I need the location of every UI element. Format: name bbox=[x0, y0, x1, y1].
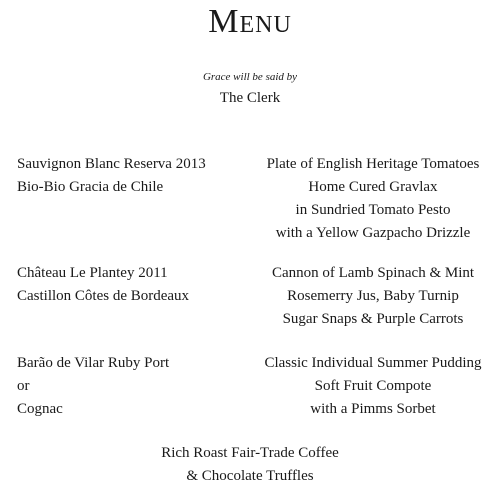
wine-line: Castillon Côtes de Bordeaux bbox=[17, 288, 190, 304]
coffee-course bbox=[0, 442, 500, 488]
menu-title: Menu bbox=[208, 3, 292, 40]
wine-course-3 bbox=[17, 352, 247, 421]
coffee-line: & Chocolate Truffles bbox=[186, 468, 314, 484]
dish-line: Plate of English Heritage Tomatoes bbox=[266, 156, 480, 172]
dish-line: Soft Fruit Compote bbox=[314, 378, 432, 394]
dish-course-3 bbox=[243, 352, 500, 421]
dish-line: Home Cured Gravlax bbox=[308, 179, 438, 195]
wine-line: Château Le Plantey 2011 bbox=[17, 265, 168, 281]
wine-line: Bio-Bio Gracia de Chile bbox=[17, 179, 164, 195]
dish-line: with a Pimms Sorbet bbox=[310, 401, 436, 417]
grace-caption: Grace will be said by bbox=[202, 71, 298, 83]
coffee-line: Rich Roast Fair-Trade Coffee bbox=[161, 445, 339, 461]
dish-line: Sugar Snaps & Purple Carrots bbox=[282, 311, 464, 327]
wine-line: or bbox=[17, 378, 30, 394]
dish-line: with a Yellow Gazpacho Drizzle bbox=[275, 225, 471, 241]
wine-course-2 bbox=[17, 262, 247, 308]
wine-course-1 bbox=[17, 153, 247, 199]
wine-line: Sauvignon Blanc Reserva 2013 bbox=[17, 156, 206, 172]
dish-line: Classic Individual Summer Pudding bbox=[264, 355, 482, 371]
wine-line: Cognac bbox=[17, 401, 63, 417]
dish-line: Cannon of Lamb Spinach & Mint bbox=[271, 265, 475, 281]
wine-line: Barão de Vilar Ruby Port bbox=[17, 355, 170, 371]
dish-line: Rosemerry Jus, Baby Turnip bbox=[287, 288, 459, 304]
grace-speaker: The Clerk bbox=[219, 90, 281, 106]
dish-course-2 bbox=[243, 262, 500, 331]
dish-course-1 bbox=[243, 153, 500, 245]
dish-line: in Sundried Tomato Pesto bbox=[295, 202, 451, 218]
